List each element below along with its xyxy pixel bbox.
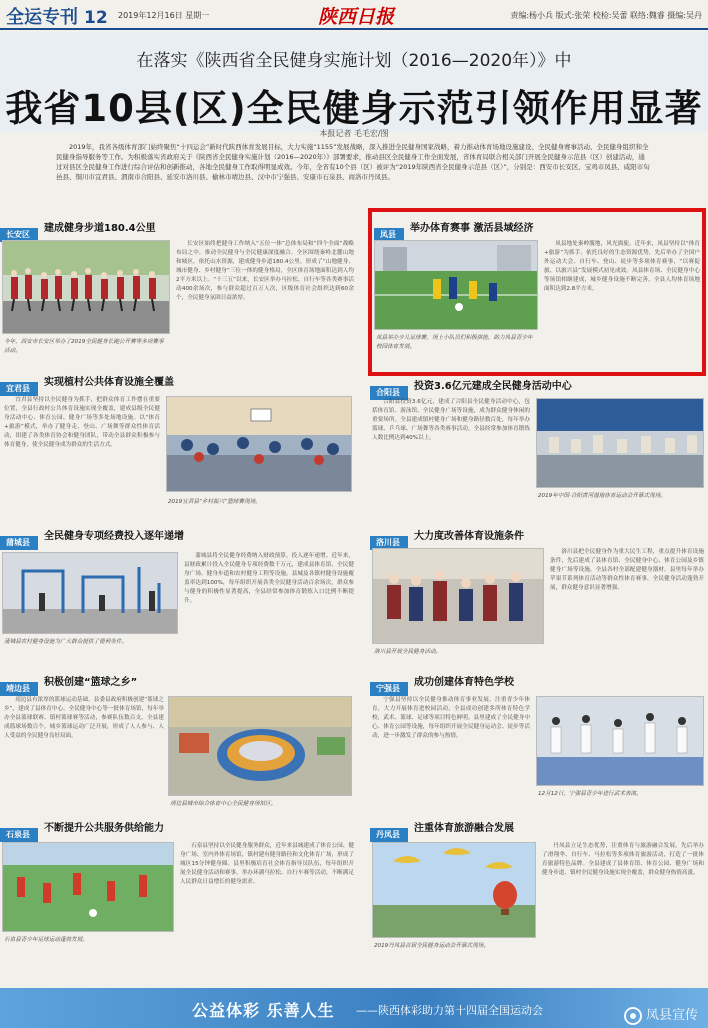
photo-changan-race [2,240,170,334]
page-number: 12 [84,8,108,28]
section-title: 不断提升公共服务供给能力 [44,823,164,834]
section-head-changan [0,222,156,238]
footer-banner [0,988,708,1028]
photo-heyang-ceremony [536,398,704,488]
county-tag: 宁强县 [370,682,408,696]
watermark [624,1004,698,1025]
county-tag: 靖边县 [0,682,38,696]
photo-jingbian-stadium [168,696,352,796]
section-head-luochuan [370,530,524,546]
body-shiquan: 石泉县坚持以全民健身服务群众，近年来县城建成了体育公园、健身广场、室内外体育场馆，镇村建有健身路径和文化体育广场，形成了城区15分钟健身圈。县里积极培育社会体育指导员队伍，每年组织开展全民健身活动和赛事，举办环湖马拉松、自行车赛等活动，不断满足人民群众日益增长的健身需求。 [180,843,354,885]
caption-heyang: 2019年中国·合阳黄河湿地体育运动会开幕式现场。 [538,493,666,499]
caption-pucheng: 蒲城县农村健身设施为广大群众提供了便利条件。 [4,639,128,645]
photo-shiquan-football [2,842,174,932]
county-tag: 合阳县 [370,386,408,400]
county-tag: 洛川县 [370,536,408,550]
caption-danfeng: 2019丹凤县首届全民健身运动会开幕式现场。 [374,943,489,949]
body-changan: 长安区始终把健身工作纳入“五位一体”总体布局和“四个全面”战略布局之中，推动全民健身与全民健康深度融合。全区围绕秦岭北麓山地和城区，依托山水资源，建成健身步道180.4公里，形成了“山地健身、城市健身、乡村健身”三位一体的健身格局，全区体育场地面积达到人均2平方米以上。“十三五”以来，长安区举办马拉松、自行车等各类赛事活动400余场次，参与群众超过百万人次，区级体育社会组织达到60余个，全民健身氛围日益浓厚。 [176,241,354,301]
footer-subtitle: ——陕西体彩助力第十四届全国运动会 [356,1004,543,1017]
county-tag: 宜君县 [0,382,38,396]
body-ningqiang: 宁强县坚持以全民健身推动体育事业发展，注重青少年体育，大力开展体育进校园活动，全县成功创建多所体育特色学校，武术、篮球、足球等项目特色鲜明。县里建成了全民健身中心、体育公园等设施，每年组织开展全民健身运动会、徒步等活动，进一步激发了群众的参与热情。 [372,697,530,739]
section-title: 成功创建体育特色学校 [414,677,514,688]
caption-yijun: 2019宜君县“乡村振兴”篮球赛现场。 [168,499,261,505]
photo-yijun-basketball [166,396,352,492]
section-head-shiquan [0,822,164,838]
section-head-jingbian [0,676,137,692]
section-head-danfeng [370,822,514,838]
photo-ningqiang-wushu [536,696,704,786]
county-tag: 丹凤县 [370,828,408,842]
body-yijun: 宜君县坚持以全民健身为抓手，把群众体育工作摆在重要位置，全县行政村公共体育设施实现全覆盖，建成县级全民健身活动中心、体育公园、健身广场等多处场地设施。以“体育+旅游”模式，举办了健身走、登山、广场舞等群众性体育活动，组建了各类体育协会和健身团队，带动全县群众积极参与体育健身，使全民健身成为群众的生活方式。 [4,397,160,448]
county-tag: 石泉县 [0,828,38,842]
section-title: 积极创建“篮球之乡” [44,677,138,688]
section-title: 实现植村公共体育设施全覆盖 [44,377,174,388]
paper-logo: 陕西日报 [318,6,395,28]
body-fengxian: 凤县地处秦岭腹地，风光旖旎。近年来，凤县坚持以“体育+旅游”为抓手，依托良好的生态资源优势，先后举办了全国户外运动大会、自行车、登山、徒步等多项体育赛事，“以赛促旅、以旅兴县”发展模式初见成效。凤县体育场、全民健身中心等场馆相继建成，城乡健身设施不断完善，全县人均体育场地面积达到2.8平方米。 [544,241,700,292]
section-head-heyang [370,380,572,396]
photo-danfeng-paragliding [372,842,536,938]
watermark-text: 凤县宣传 [645,1008,698,1023]
staff-credits: 责编:杨小兵 版式:张荣 校检:吴蕾 联络:魏睿 摄编:吴丹 [510,11,702,20]
issue-date: 2019年12月16日 星期一 [118,11,210,20]
body-pucheng: 蒲城县将全民健身经费纳入财政预算，投入逐年递增。近年来，县财政累计投入全民健身专项经费数千万元，建成县体育馆、全民健身广场、健身步道和农村健身工程等设施。县城及各镇村健身设施覆盖率达到100%，每年组织开展各类全民健身活动百余场次，群众参与健身的积极性显著提高，全县经常参加体育锻炼人口比例不断提升。 [184,553,354,604]
section-title: 举办体育赛事 激活县域经济 [410,223,534,234]
section-title: 投资3.6亿元建成全民健身活动中心 [414,381,572,392]
county-tag: 蒲城县 [0,536,38,550]
section-title: 大力度改善体育设施条件 [414,531,524,542]
caption-luochuan: 洛川县开展全民健身活动。 [374,649,442,655]
caption-changan: 今年，西安市长安区举办了2019全民健身长跑公开赛等多项赛事活动。 [4,339,164,354]
lede: 2019年，我省各级体育部门始终聚焦“十四运会”新时代陕西体育发展目标，大力实施“1155”发展战略，深入推进全民健身国家战略，着力推动体育场地设施建设、全民健身赛事活动、全民健身组织和全民健身指导服务等工作。为积极落实省政府关于《陕西省全民健身实施计划（2016—2020年）》部署要求，推动县区全民健身工作全面发展，省体育局联合相关部门开展全民健身示范县（区）创建活动，通过对县区全民健身工作进行综合评估和创新推动，各地全民健身工作取得明显成效。今年，全省有10个县（区）被评为“2019年陕西省全民健身示范县（区）”，分别是：西安市长安区、宝鸡市凤县、咸阳市旬邑县、铜川市宜君县、渭南市合阳县、延安市洛川县、榆林市靖边县、汉中市宁强县、安康市石泉县、商洛市丹凤县。 [56,143,650,181]
body-heyang: 合阳县投资3.6亿元，建成了合阳县全民健身活动中心，包括体育馆、游泳馆、全民健身广场等设施，成为群众健身休闲的重要场所。全县建成镇村健身广场和健身路径数百处，每年举办篮球、乒乓球、广场舞等各类赛事活动，全县经常参加体育锻炼人数比例达到40%以上。 [372,399,530,441]
section-head-fengxian [374,222,533,238]
caption-shiquan: 石泉县青少年足球运动蓬勃发展。 [4,937,88,943]
section-title: 建成健身步道180.4公里 [44,223,156,234]
body-luochuan: 洛川县把全民健身作为重大民生工程，重点提升体育设施条件，先后建成了县体育馆、全民健身中心、体育公园及乡镇健身广场等设施，全县各村全部配建健身器材。县里每年举办苹果节系列体育活动等群众性体育赛事，全民健身活动蓬勃开展，群众健身意识显著增强。 [550,549,704,591]
wechat-icon [624,1007,642,1025]
section-head-pucheng [0,530,184,546]
county-tag: 凤县 [374,228,404,242]
county-tag: 长安区 [0,228,38,242]
headline: 我省10县(区)全民健身示范引领作用显著 [5,87,703,130]
photo-fengxian-football [374,240,538,330]
footer-slogan: 公益体彩 乐善人生 [192,1001,335,1020]
caption-jingbian: 靖边县城市综合体育中心全民健身场馆区。 [170,801,277,807]
body-danfeng: 丹凤县立足生态优势，注重体育与旅游融合发展，先后举办了滑翔伞、自行车、马拉松等多项体育旅游活动，打造了一批体育旅游特色品牌。全县建成了县体育馆、体育公园、健身广场和健身步道，镇村全民健身设施实现全覆盖，群众健身热情高涨。 [542,843,704,876]
caption-ningqiang: 12月12日，宁强县青少年进行武术表演。 [538,791,642,797]
caption-fengxian: 凤县举办少儿足球赛，场上小队员们积极拼抢，助力凤县青少年校园体育发展。 [376,335,533,350]
section-title: 注重体育旅游融合发展 [414,823,514,834]
body-jingbian: 靖边县有浓厚的篮球运动基础，县委县政府积极创建“篮球之乡”，建成了县体育中心、全民健身中心等一批体育场馆，每年举办全县篮球联赛、镇村篮球赛等活动，参赛队伍数百支。全县建成篮球场数百个，城乡篮球运动广泛开展，形成了人人参与、人人受益的全民健身良好局面。 [4,697,164,739]
photo-pucheng-equipment [2,552,178,634]
section-head-yijun [0,376,174,392]
kicker: 在落实《陕西省全民健身实施计划（2016—2020年）》中 [136,51,572,71]
section-name: 全运专刊 12 [6,7,108,28]
section-title: 全民健身专项经费投入逐年递增 [44,531,184,542]
masthead [0,0,708,30]
section-head-ningqiang [370,676,514,692]
byline: 本报记者 毛毛宏/图 [319,129,389,138]
photo-luochuan-activity [372,548,544,644]
